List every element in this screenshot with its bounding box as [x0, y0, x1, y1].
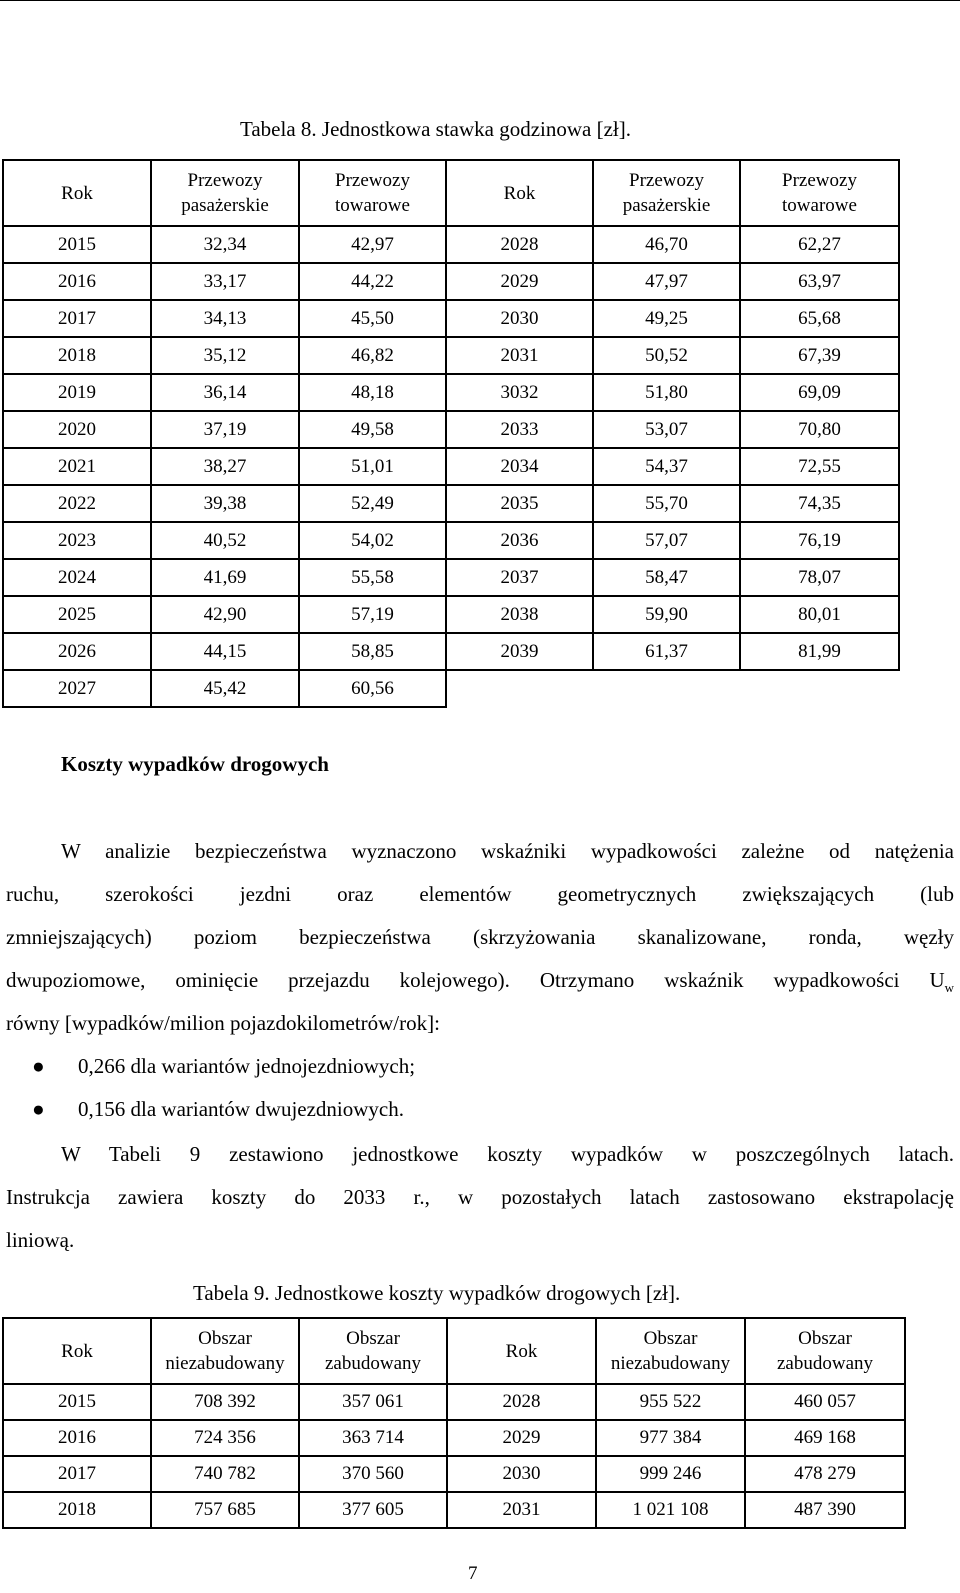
table-cell: 2015: [3, 226, 151, 263]
table-cell: 2034: [446, 448, 593, 485]
table-cell: 60,56: [299, 670, 446, 707]
table-cell: 2033: [446, 411, 593, 448]
table-cell: 67,39: [740, 337, 899, 374]
table-cell: 55,58: [299, 559, 446, 596]
table-row: [3, 448, 899, 485]
table-cell: 34,13: [151, 300, 299, 337]
table-cell: 2038: [446, 596, 593, 633]
table-cell: 35,12: [151, 337, 299, 374]
empty-cell: [740, 670, 899, 707]
table-row: [3, 1384, 905, 1420]
table-row: [3, 485, 899, 522]
table-cell: 2017: [3, 300, 151, 337]
empty-cell: [446, 670, 593, 707]
table-cell: 2031: [447, 1492, 596, 1528]
table-cell: 2030: [447, 1456, 596, 1492]
table-cell: 2025: [3, 596, 151, 633]
table-row: [3, 633, 899, 670]
table-cell: 2028: [446, 226, 593, 263]
bullet-icon: ●: [32, 1054, 45, 1078]
paragraph-line: liniową.: [6, 1228, 75, 1252]
table-cell: 32,34: [151, 226, 299, 263]
table-cell: 2020: [3, 411, 151, 448]
empty-cell: [593, 670, 740, 707]
table-cell: 47,97: [593, 263, 740, 300]
column-header: Rok: [3, 160, 151, 226]
header-row: [3, 1318, 905, 1384]
table-cell: 37,19: [151, 411, 299, 448]
paragraph-line: równy [wypadków/milion pojazdokilometrów/rok]:: [6, 1011, 440, 1035]
table-cell: 76,19: [740, 522, 899, 559]
table-cell: 58,85: [299, 633, 446, 670]
table-cell: 2018: [3, 1492, 151, 1528]
table-cell: 78,07: [740, 559, 899, 596]
table-cell: 39,38: [151, 485, 299, 522]
table-cell: 2017: [3, 1456, 151, 1492]
table-cell: 45,50: [299, 300, 446, 337]
paragraph-line: Instrukcja zawiera koszty do 2033 r., w pozostałych latach zastosowano ekstrapolację: [6, 1185, 954, 1209]
table-cell: 2039: [446, 633, 593, 670]
table-cell: 74,35: [740, 485, 899, 522]
table-cell: 2035: [446, 485, 593, 522]
table-cell: 61,37: [593, 633, 740, 670]
bullet-item: 0,156 dla wariantów dwujezdniowych.: [78, 1097, 405, 1121]
table-cell: 69,09: [740, 374, 899, 411]
table-cell: 51,80: [593, 374, 740, 411]
table-cell: 2023: [3, 522, 151, 559]
table-cell: 70,80: [740, 411, 899, 448]
table8-caption: Tabela 8. Jednostkowa stawka godzinowa [zł].: [240, 117, 631, 141]
table-cell: 80,01: [740, 596, 899, 633]
table-cell: 2016: [3, 263, 151, 300]
table-cell: 45,42: [151, 670, 299, 707]
table-cell: 44,22: [299, 263, 446, 300]
table-cell: 2016: [3, 1420, 151, 1456]
table-cell: 469 168: [745, 1420, 905, 1456]
table-cell: 2022: [3, 485, 151, 522]
table-cell: 62,27: [740, 226, 899, 263]
table-row: [3, 596, 899, 633]
table-cell: 46,82: [299, 337, 446, 374]
table-cell: 2036: [446, 522, 593, 559]
table-cell: 2031: [446, 337, 593, 374]
table-cell: 54,02: [299, 522, 446, 559]
table-row: [3, 300, 899, 337]
table-cell: 40,52: [151, 522, 299, 559]
subscript: w: [944, 980, 954, 996]
table-cell: 49,58: [299, 411, 446, 448]
table-cell: 708 392: [151, 1384, 299, 1420]
section-heading: Koszty wypadków drogowych: [61, 752, 329, 776]
table-cell: 52,49: [299, 485, 446, 522]
table-cell: 81,99: [740, 633, 899, 670]
table-row: [3, 337, 899, 374]
paragraph-line: zmniejszających) poziom bezpieczeństwa (skrzyżowania skanalizowane, ronda, węzły: [6, 925, 954, 949]
table-cell: 42,97: [299, 226, 446, 263]
page-number: 7: [468, 1563, 478, 1584]
table-cell: 1 021 108: [596, 1492, 745, 1528]
column-header: Obszar niezabudowany: [596, 1318, 745, 1384]
paragraph-line: [6, 959, 954, 1002]
table-cell: 478 279: [745, 1456, 905, 1492]
table-cell: 50,52: [593, 337, 740, 374]
table-cell: 2019: [3, 374, 151, 411]
paragraph-line: W analizie bezpieczeństwa wyznaczono wskaźniki wypadkowości zależne od natężenia: [61, 839, 954, 863]
column-header: Obszar zabudowany: [745, 1318, 905, 1384]
table-cell: 3032: [446, 374, 593, 411]
table-row: [3, 1456, 905, 1492]
table-cell: 65,68: [740, 300, 899, 337]
table9-caption: Tabela 9. Jednostkowe koszty wypadków drogowych [zł].: [193, 1281, 681, 1305]
table-cell: 357 061: [299, 1384, 447, 1420]
column-header: Rok: [3, 1318, 151, 1384]
bullet-icon: ●: [32, 1097, 45, 1121]
table-cell: 757 685: [151, 1492, 299, 1528]
table-cell: 370 560: [299, 1456, 447, 1492]
table-row: [3, 374, 899, 411]
paragraph-2: [6, 1133, 954, 1262]
table-cell: 2030: [446, 300, 593, 337]
table-cell: 2029: [446, 263, 593, 300]
table-cell: 36,14: [151, 374, 299, 411]
table-cell: 57,07: [593, 522, 740, 559]
table-cell: 55,70: [593, 485, 740, 522]
table-cell: 724 356: [151, 1420, 299, 1456]
table-cell: 363 714: [299, 1420, 447, 1456]
table-cell: 2018: [3, 337, 151, 374]
table-row: [3, 559, 899, 596]
table8: [2, 159, 900, 708]
table-cell: 48,18: [299, 374, 446, 411]
table-cell: 42,90: [151, 596, 299, 633]
table9: [2, 1317, 906, 1529]
table-row: [3, 263, 899, 300]
table-cell: 72,55: [740, 448, 899, 485]
table-cell: 63,97: [740, 263, 899, 300]
table-cell: 2015: [3, 1384, 151, 1420]
table-cell: 487 390: [745, 1492, 905, 1528]
table-cell: 41,69: [151, 559, 299, 596]
paragraph-text: dwupoziomowe, ominięcie przejazdu kolejowego). Otrzymano wskaźnik wypadkowości U: [6, 968, 945, 992]
table-cell: 33,17: [151, 263, 299, 300]
table-cell: 2027: [3, 670, 151, 707]
column-header: Przewozy towarowe: [740, 160, 899, 226]
column-header: Obszar niezabudowany: [151, 1318, 299, 1384]
table-cell: 58,47: [593, 559, 740, 596]
table-cell: 740 782: [151, 1456, 299, 1492]
page-top-rule: [0, 0, 960, 1]
table-cell: 2021: [3, 448, 151, 485]
table-cell: 2026: [3, 633, 151, 670]
table-cell: 999 246: [596, 1456, 745, 1492]
paragraph-1: [6, 830, 954, 1045]
table-cell: 51,01: [299, 448, 446, 485]
column-header: Rok: [447, 1318, 596, 1384]
table-cell: 53,07: [593, 411, 740, 448]
table-row: [3, 670, 899, 707]
table-cell: 977 384: [596, 1420, 745, 1456]
table-row: [3, 226, 899, 263]
table-cell: 2028: [447, 1384, 596, 1420]
table-cell: 54,37: [593, 448, 740, 485]
column-header: Przewozy towarowe: [299, 160, 446, 226]
table-cell: 460 057: [745, 1384, 905, 1420]
column-header: Przewozy pasażerskie: [593, 160, 740, 226]
paragraph-line: W Tabeli 9 zestawiono jednostkowe koszty wypadków w poszczególnych latach.: [61, 1142, 954, 1166]
table-cell: 57,19: [299, 596, 446, 633]
table-cell: 2029: [447, 1420, 596, 1456]
table-cell: 955 522: [596, 1384, 745, 1420]
table-cell: 44,15: [151, 633, 299, 670]
table-cell: 2037: [446, 559, 593, 596]
bullet-item: 0,266 dla wariantów jednojezdniowych;: [78, 1054, 416, 1078]
paragraph-line: ruchu, szerokości jezdni oraz elementów geometrycznych zwiększających (lub: [6, 882, 954, 906]
table-cell: 46,70: [593, 226, 740, 263]
column-header: Przewozy pasażerskie: [151, 160, 299, 226]
header-row: [3, 160, 899, 226]
table-row: [3, 1420, 905, 1456]
table-row: [3, 522, 899, 559]
table-cell: 2024: [3, 559, 151, 596]
table-cell: 49,25: [593, 300, 740, 337]
column-header: Rok: [446, 160, 593, 226]
table-row: [3, 411, 899, 448]
table-cell: 38,27: [151, 448, 299, 485]
table-cell: 377 605: [299, 1492, 447, 1528]
table-cell: 59,90: [593, 596, 740, 633]
table-row: [3, 1492, 905, 1528]
column-header: Obszar zabudowany: [299, 1318, 447, 1384]
